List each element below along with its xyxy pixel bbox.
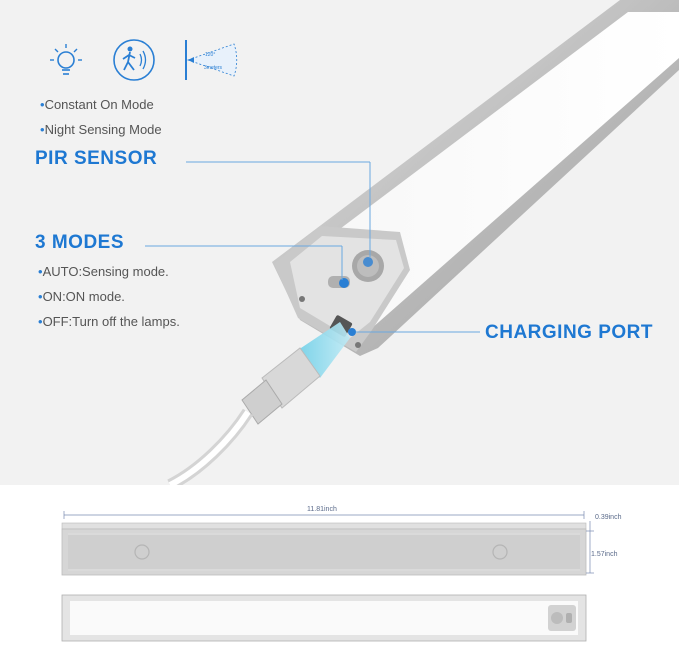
dimension-drawing	[0, 485, 679, 645]
range-label: 3meters	[204, 65, 223, 71]
feature-night-sensing: •Night Sensing Mode	[40, 122, 162, 137]
dimension-panel	[0, 485, 679, 645]
side-profile-bar	[62, 523, 586, 529]
mode-item-on: •ON:ON mode.	[38, 289, 125, 304]
usb-cable	[170, 412, 248, 485]
feature-icon-row	[42, 38, 242, 91]
light-bulb-icon	[50, 44, 82, 74]
charging-port-title: CHARGING PORT	[485, 322, 653, 343]
modes-title: 3 MODES	[35, 232, 125, 253]
pir-sensor-title: PIR SENSOR	[35, 148, 158, 169]
feature-constant-on: •Constant On Mode	[40, 97, 154, 112]
motion-sensor-icon	[114, 40, 154, 80]
thickness-label: 0.39inch	[595, 514, 622, 521]
angle-label: 120°	[205, 52, 216, 58]
detection-angle-icon	[186, 40, 237, 80]
length-label: 11.81inch	[307, 506, 337, 513]
mode-item-auto: •AUTO:Sensing mode.	[38, 264, 169, 279]
width-label: 1.57inch	[591, 551, 618, 558]
mode-item-off: •OFF:Turn off the lamps.	[38, 314, 180, 329]
